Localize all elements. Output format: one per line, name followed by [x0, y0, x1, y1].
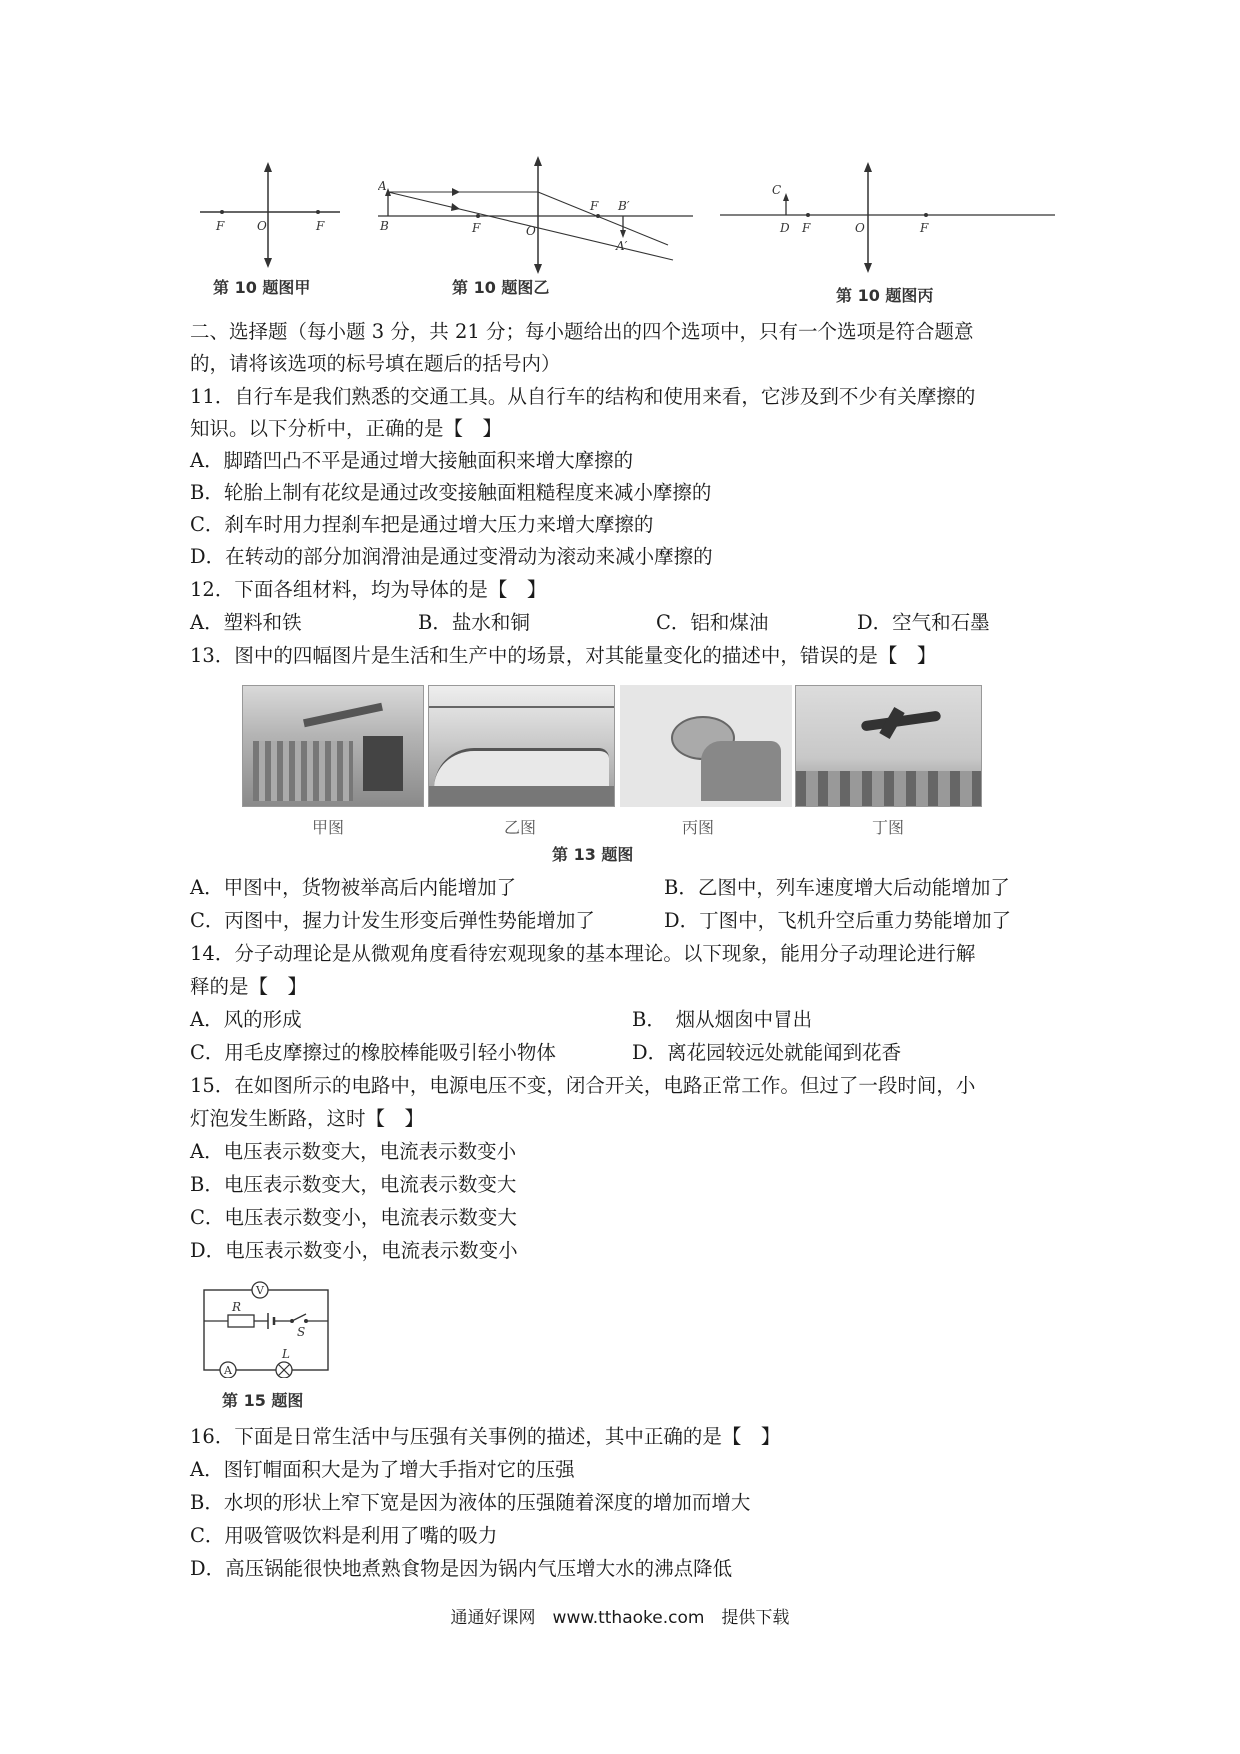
photo-label: 丁图 — [872, 818, 905, 837]
option: C．丙图中，握力计发生形变后弹性势能增加了 — [190, 909, 595, 932]
photo-grip-meter — [620, 685, 792, 807]
option: C．用毛皮摩擦过的橡胶棒能吸引轻小物体 — [190, 1041, 556, 1064]
option: A．塑料和铁 — [190, 611, 302, 634]
section-heading: 的，请将该选项的标号填在题后的括号内） — [190, 352, 561, 375]
section-heading: 二、选择题（每小题 3 分，共 21 分；每小题给出的四个选项中，只有一个选项是符合题意 — [190, 320, 974, 343]
option: A．图钉帽面积大是为了增大手指对它的压强 — [190, 1458, 575, 1481]
optical-center-label: O — [257, 219, 267, 233]
focus-label: F — [590, 199, 599, 213]
point-d-label: D — [780, 221, 790, 235]
ammeter-label: A — [224, 1364, 232, 1377]
figure-10-jia — [200, 160, 350, 270]
question-stem: 释的是【 】 — [190, 975, 308, 998]
figure-caption: 第 10 题图丙 — [836, 286, 934, 305]
page-footer: 通通好课网 www.tthaoke.com 提供下载 — [450, 1608, 790, 1628]
focus-label: F — [216, 219, 225, 233]
option: A．风的形成 — [190, 1008, 302, 1031]
switch-label: S — [297, 1325, 306, 1339]
option: B．盐水和铜 — [418, 611, 530, 634]
option: D．空气和石墨 — [857, 611, 990, 634]
photo-train — [428, 685, 615, 807]
figure-10-bing — [720, 160, 1060, 275]
question-stem: 知识。以下分析中，正确的是【 】 — [190, 417, 503, 440]
figure-caption: 第 15 题图 — [222, 1391, 304, 1410]
question-stem: 14．分子动理论是从微观角度看待宏观现象的基本理论。以下现象，能用分子动理论进行解 — [190, 942, 976, 965]
point-b-label: B — [380, 219, 389, 233]
optical-center-label: O — [855, 221, 865, 235]
option: B．轮胎上制有花纹是通过改变接触面粗糙程度来减小摩擦的 — [190, 481, 712, 504]
figure-caption: 第 10 题图甲 — [213, 278, 311, 297]
question-stem: 11．自行车是我们熟悉的交通工具。从自行车的结构和使用来看，它涉及到不少有关摩擦的 — [190, 385, 976, 408]
option: C．铝和煤油 — [656, 611, 769, 634]
lamp-label: L — [282, 1347, 290, 1361]
question-stem: 13．图中的四幅图片是生活和生产中的场景，对其能量变化的描述中，错误的是【 】 — [190, 644, 937, 667]
option: B．水坝的形状上窄下宽是因为液体的压强随着深度的增加而增大 — [190, 1491, 751, 1514]
question-stem: 灯泡发生断路，这时【 】 — [190, 1107, 425, 1130]
question-stem: 12．下面各组材料，均为导体的是【 】 — [190, 578, 547, 601]
photo-label: 丙图 — [682, 818, 715, 837]
option: D．电压表示数变小，电流表示数变小 — [190, 1239, 518, 1262]
option: A．电压表示数变大，电流表示数变小 — [190, 1140, 517, 1163]
optical-center-label: O — [526, 224, 536, 238]
option: C．刹车时用力捏刹车把是通过增大压力来增大摩擦的 — [190, 513, 654, 536]
point-a-prime-label: A′ — [616, 239, 628, 253]
question-stem: 15．在如图所示的电路中，电源电压不变，闭合开关，电路正常工作。但过了一段时间，小 — [190, 1074, 976, 1097]
voltmeter-label: V — [256, 1284, 264, 1297]
option: B． 烟从烟囱中冒出 — [632, 1008, 813, 1031]
figure-caption: 第 13 题图 — [552, 845, 634, 864]
point-c-label: C — [772, 183, 782, 197]
option: D．离花园较远处就能闻到花香 — [632, 1041, 902, 1064]
circuit-diagram — [198, 1278, 338, 1378]
photo-airplane — [795, 685, 982, 807]
figure-10-yi — [378, 150, 698, 275]
point-a-label: A — [378, 179, 387, 193]
figure-caption: 第 10 题图乙 — [452, 278, 550, 297]
point-b-prime-label: B′ — [618, 199, 630, 213]
option: A．甲图中，货物被举高后内能增加了 — [190, 876, 517, 899]
option: A．脚踏凹凸不平是通过增大接触面积来增大摩擦的 — [190, 449, 634, 472]
option: C．用吸管吸饮料是利用了嘴的吸力 — [190, 1524, 498, 1547]
focus-label: F — [316, 219, 325, 233]
focus-label: F — [920, 221, 929, 235]
option: C．电压表示数变小，电流表示数变大 — [190, 1206, 517, 1229]
option: D．在转动的部分加润滑油是通过变滑动为滚动来减小摩擦的 — [190, 545, 713, 568]
photo-crane — [242, 685, 424, 807]
option: D．高压锅能很快地煮熟食物是因为锅内气压增大水的沸点降低 — [190, 1557, 733, 1580]
option: B．乙图中，列车速度增大后动能增加了 — [664, 876, 1010, 899]
focus-label: F — [472, 221, 481, 235]
photo-label: 甲图 — [312, 818, 345, 837]
option: B．电压表示数变大，电流表示数变大 — [190, 1173, 517, 1196]
option: D．丁图中，飞机升空后重力势能增加了 — [664, 909, 1012, 932]
resistor-label: R — [232, 1300, 242, 1314]
photo-label: 乙图 — [504, 818, 537, 837]
focus-label: F — [802, 221, 811, 235]
question-stem: 16．下面是日常生活中与压强有关事例的描述，其中正确的是【 】 — [190, 1425, 781, 1448]
